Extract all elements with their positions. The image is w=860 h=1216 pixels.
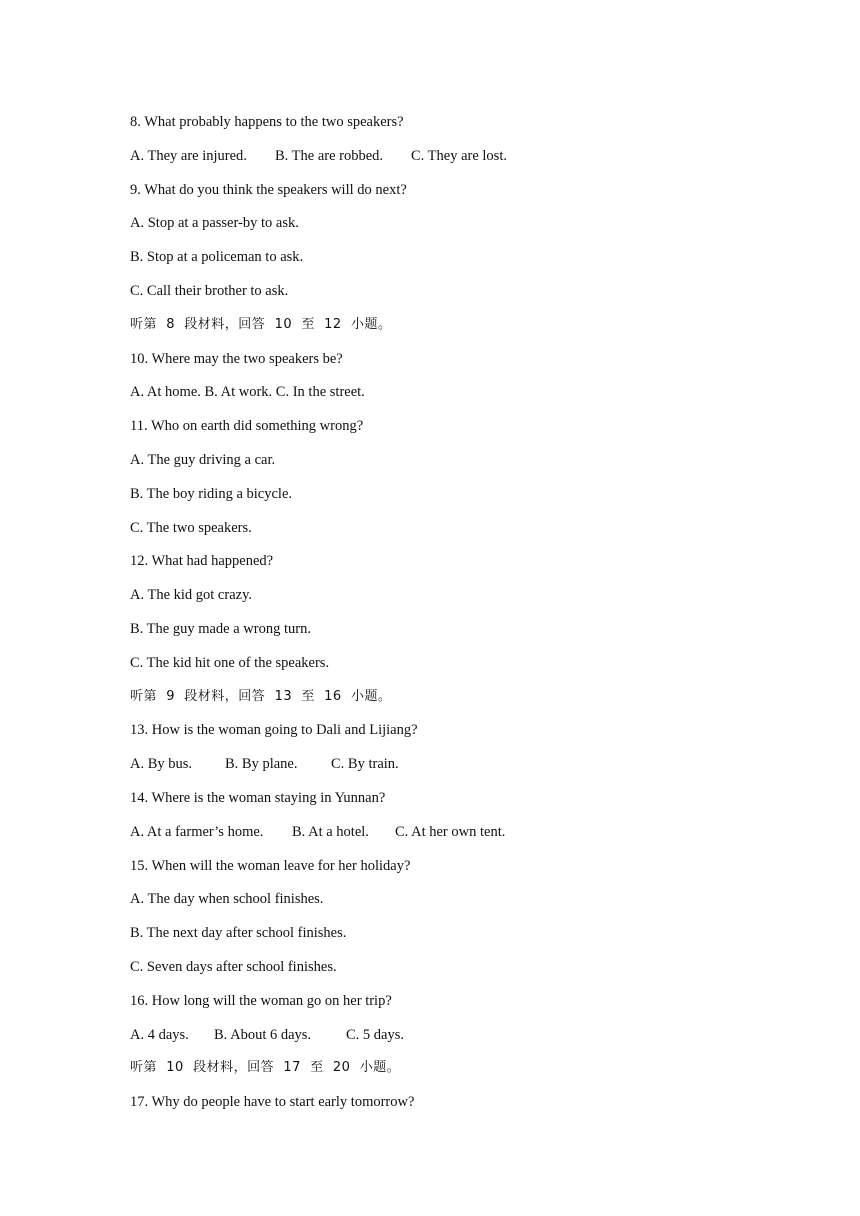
answer-option: C. They are lost. [411,147,507,164]
question-text: 17. Why do people have to start early tomorrow? [130,1094,415,1111]
question-text: 15. When will the woman leave for her holiday? [130,857,411,874]
answer-option: B. The boy riding a bicycle. [130,485,293,502]
section-instruction: 听第 10 段材料，回答 17 至 20 小题。 [130,1060,401,1076]
answer-option: A. The guy driving a car. [130,452,276,468]
answer-option: B. The guy made a wrong turn. [130,621,311,637]
section-instruction: 听第 8 段材料，回答 10 至 12 小题。 [130,316,392,332]
answer-option: A. The day when school finishes. [130,891,324,908]
question-text: 9. What do you think the speakers will do next? [130,181,407,198]
answer-option: A. Stop at a passer-by to ask. [130,215,299,232]
answer-option: A. The kid got crazy. [130,587,253,604]
answer-option: A. At home. B. At work. C. In the street. [130,384,365,401]
answer-option: B. The next day after school finishes. [130,925,347,942]
answer-option: C. 5 days. [346,1026,404,1043]
section-instruction: 听第 9 段材料，回答 13 至 16 小题。 [130,688,392,704]
answer-option: B. About 6 days. [214,1026,312,1043]
question-text: 16. How long will the woman go on her trip? [130,992,392,1009]
answer-option: C. The kid hit one of the speakers. [130,654,330,671]
answer-option: C. Seven days after school finishes. [130,959,337,975]
question-text: 8. What probably happens to the two speakers? [130,114,404,130]
question-text: 13. How is the woman going to Dali and Lijiang? [130,722,418,739]
answer-option: C. Call their brother to ask. [130,283,289,299]
question-text: 10. Where may the two speakers be? [130,350,343,367]
question-text: 12. What had happened? [130,553,274,570]
answer-option: B. At a hotel. [292,823,369,840]
answer-option: B. Stop at a policeman to ask. [130,249,304,266]
answer-option: C. The two speakers. [130,519,252,536]
answer-option: B. By plane. [225,756,298,773]
answer-option: C. At her own tent. [395,823,506,840]
question-text: 11. Who on earth did something wrong? [130,418,364,435]
question-text: 14. Where is the woman staying in Yunnan? [130,790,386,806]
answer-option: A. They are injured. [130,147,247,164]
answer-option: B. The are robbed. [275,147,384,164]
answer-option: A. 4 days. [130,1026,189,1043]
answer-option: A. At a farmer’s home. [130,823,264,840]
answer-option: C. By train. [331,756,399,773]
answer-option: A. By bus. [130,756,193,773]
